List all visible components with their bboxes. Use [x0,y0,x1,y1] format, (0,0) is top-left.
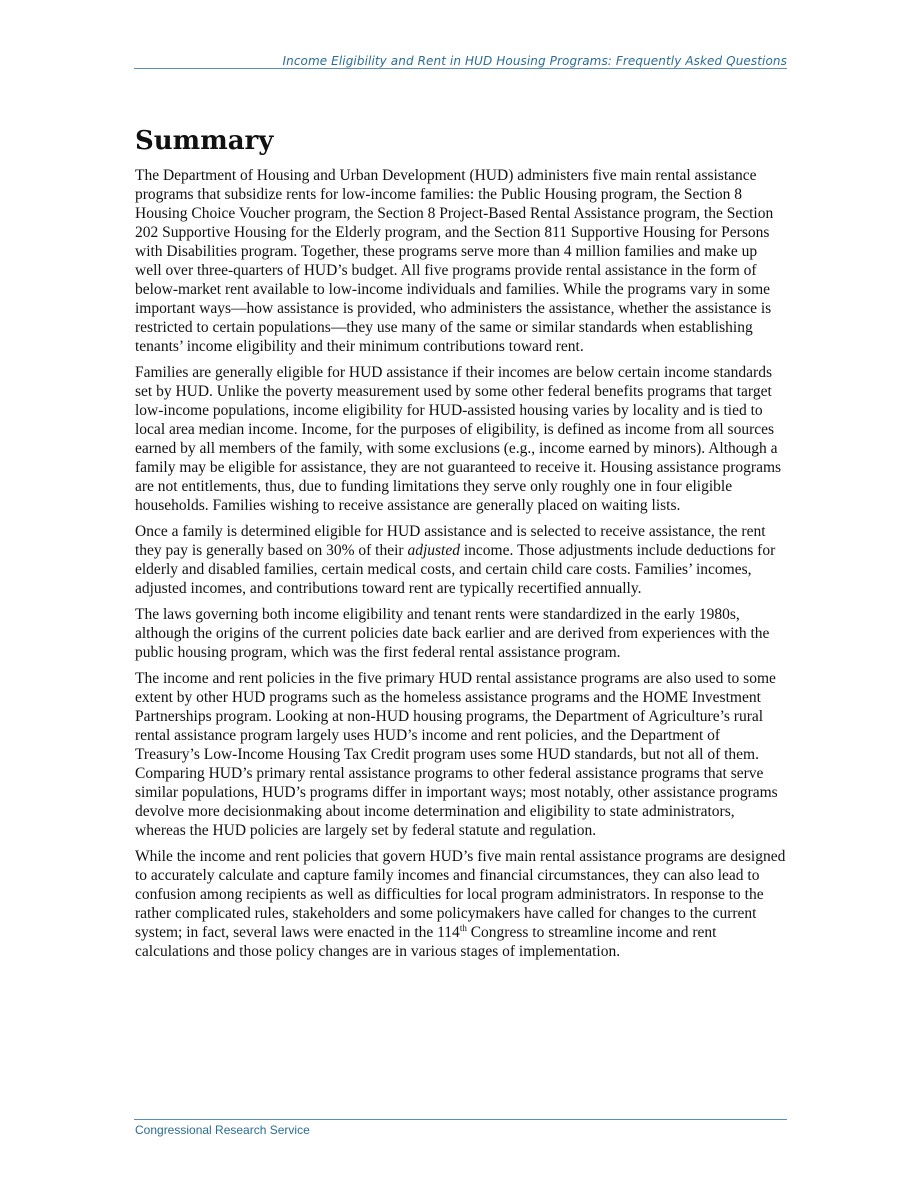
paragraph-3 [135,522,786,598]
paragraph-3-text-before: Once a family is determined eligible for HUD assistance and is selected to receive assistance, the rent they pay is generally based on 30% of their [135,523,766,559]
running-header: Income Eligibility and Rent in HUD Housing Programs: Frequently Asked Questions [282,54,787,68]
section-title: Summary [135,126,274,156]
running-footer: Congressional Research Service [135,1123,310,1137]
adjusted-emphasis: adjusted [407,542,460,559]
footer-rule [134,1119,787,1120]
paragraph-2: Families are generally eligible for HUD assistance if their incomes are below certain income standards set by HUD. Unlike the poverty measurement used by some other federal benefits programs that target low-income populations, income eligibility for HUD-assisted housing varies by locality and is tied to local area median income. Income, for the purposes of eligibility, is defined as income from all sources earned by all members of the family, with some exclusions (e.g., income earned by minors). Although a family may be eligible for assistance, they are not guaranteed to receive it. Housing assistance programs are not entitlements, thus, due to funding limitations they serve only roughly one in four eligible households. Families wishing to receive assistance are generally placed on waiting lists. [135,364,782,514]
paragraph-5: The income and rent policies in the five primary HUD rental assistance programs are also used to some extent by other HUD programs such as the homeless assistance programs and the HOME Investment Partnerships program. Looking at non-HUD housing programs, the Department of Agriculture’s rural rental assistance program largely uses HUD’s income and rent policies, and the Department of Treasury’s Low-Income Housing Tax Credit program uses some HUD standards, but not all of them. Comparing HUD’s primary rental assistance programs to other federal assistance programs that serve similar populations, HUD’s programs differ in important ways; most notably, other assistance programs devolve more decisionmaking about income determination and eligibility to state administrators, whereas the HUD policies are largely set by federal statute and regulation. [135,670,778,839]
summary-body [135,166,786,968]
paragraph-4: The laws governing both income eligibility and tenant rents were standardized in the early 1980s, although the origins of the current policies date back earlier and are derived from experiences with the public housing program, which was the first federal rental assistance program. [135,606,770,661]
header-rule [134,68,787,69]
paragraph-6-text-after: Congress to streamline income and rent calculations and those policy changes are in various stages of implementation. [135,924,717,960]
paragraph-3-text-after: income. Those adjustments include deductions for elderly and disabled families, certain medical costs, and certain child care costs. Families’ incomes, adjusted incomes, and contributions toward rent are typically recertified annually. [135,542,776,597]
paragraph-6 [135,847,786,961]
ordinal-superscript: th [459,923,467,933]
paragraph-6-text-before: While the income and rent policies that govern HUD’s five main rental assistance programs are designed to accurately calculate and capture family incomes and financial circumstances, they can also lead to confusion among recipients as well as difficulties for local program administrators. In response to the rather complicated rules, stakeholders and some policymakers have called for changes to the current system; in fact, several laws were enacted in the 114 [135,848,786,941]
paragraph-1: The Department of Housing and Urban Development (HUD) administers five main rental assistance programs that subsidize rents for low-income families: the Public Housing program, the Section 8 Housing Choice Voucher program, the Section 8 Project-Based Rental Assistance program, the Section 202 Supportive Housing for the Elderly program, and the Section 811 Supportive Housing for Persons with Disabilities program. Together, these programs serve more than 4 million families and make up well over three-quarters of HUD’s budget. All five programs provide rental assistance in the form of below-market rent available to low-income individuals and families. While the programs vary in some important ways—how assistance is provided, who administers the assistance, whether the assistance is restricted to certain populations—they use many of the same or similar standards when establishing tenants’ income eligibility and their minimum contributions toward rent. [135,167,774,355]
